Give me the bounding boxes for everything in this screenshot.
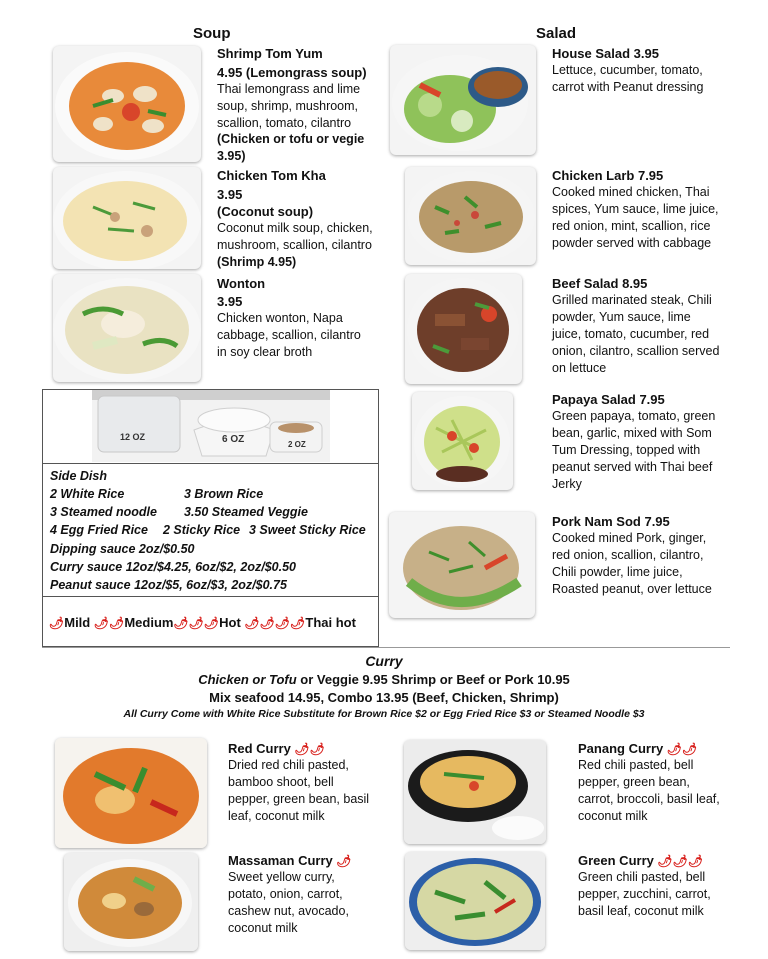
chili-icon: 🌶🌶 xyxy=(294,742,325,756)
side-line: 3 Brown Rice xyxy=(184,487,264,501)
side-line: 2 Sticky Rice xyxy=(163,523,241,537)
soup-item-name: Wonton xyxy=(217,276,266,291)
side-line: Curry sauce 12oz/$4.25, 6oz/$2, 2oz/$0.50 xyxy=(50,560,296,574)
chili-icon: 🌶🌶 xyxy=(93,616,125,630)
side-dish-title: Side Dish xyxy=(50,469,107,483)
salad-item-desc: Green papaya, tomato, green bean, garlic, mixed with Som Tum Dressing, topped with peanut served with Thai beef Jerky xyxy=(552,409,716,491)
shrimp-tom-yum-photo xyxy=(53,46,201,162)
chili-icon: 🌶🌶 xyxy=(666,742,698,756)
pork-nam-sod-photo xyxy=(389,512,535,618)
curry-name: Green Curry xyxy=(578,853,654,868)
chili-icon: 🌶🌶🌶 xyxy=(173,616,220,630)
soup-item-extra: (Chicken or tofu or vegie 3.95) xyxy=(217,132,365,163)
curry-item-desc: Green chili pasted, bell pepper, zucchini, carrot, basil leaf, coconut milk xyxy=(578,870,711,918)
soup-item-extra: (Shrimp 4.95) xyxy=(217,255,297,269)
salad-item-desc: Cooked mined Pork, ginger, red onion, scallion, cilantro, Chili powder, lime juice, Roasted peanut, over lettuce xyxy=(552,531,712,596)
soup-heading: Soup xyxy=(193,25,231,42)
spice-medium: Medium xyxy=(124,615,174,630)
container-label-12oz: 12 OZ xyxy=(120,432,146,442)
container-label-6oz: 6 OZ xyxy=(222,434,245,445)
curry-price-line2: Mix seafood 14.95, Combo 13.95 (Beef, Chicken, Shrimp) xyxy=(209,690,559,705)
side-line: 3 Steamed noodle xyxy=(50,505,157,519)
beef-salad-photo xyxy=(405,274,522,384)
curry-item-name xyxy=(228,740,325,758)
curry-item-name xyxy=(228,852,352,870)
curry-item-desc: Sweet yellow curry, potato, onion, carrot, cashew nut, avocado, coconut milk xyxy=(228,870,349,935)
containers-photo xyxy=(92,390,330,462)
soup-item-desc: Chicken wonton, Napa cabbage, scallion, cilantro in soy clear broth xyxy=(217,311,361,359)
soup-item-name: Shrimp Tom Yum xyxy=(217,46,323,61)
salad-item-name: Pork Nam Sod 7.95 xyxy=(552,514,670,529)
salad-item-name: Papaya Salad 7.95 xyxy=(552,392,665,407)
curry-price-rest: or Veggie 9.95 Shrimp or Beef or Pork 10.95 xyxy=(296,672,570,687)
salad-item-desc: Cooked mined chicken, Thai spices, Yum sauce, lime juice, red onion, mint, scallion, rice powder served with cabbage xyxy=(552,185,719,250)
soup-item-sub: 3.95 xyxy=(217,294,243,309)
side-line: 3 Sweet Sticky Rice xyxy=(249,523,366,537)
papaya-salad-photo xyxy=(412,392,513,490)
curry-heading: Curry xyxy=(365,653,403,669)
curry-price-italic: Chicken or Tofu xyxy=(198,672,297,687)
soup-item-desc-text: Coconut milk soup, chicken, mushroom, scallion, cilantro xyxy=(217,221,373,252)
soup-item-desc xyxy=(217,220,379,271)
salad-item-name: Chicken Larb 7.95 xyxy=(552,168,664,183)
salad-item-desc: Lettuce, cucumber, tomato, carrot with Peanut dressing xyxy=(552,63,704,94)
chicken-tom-kha-photo xyxy=(53,167,201,269)
container-label-2oz: 2 OZ xyxy=(288,440,306,449)
salad-item-name: House Salad 3.95 xyxy=(552,46,659,61)
spice-mild: Mild xyxy=(64,615,91,630)
green-curry-photo xyxy=(405,852,545,950)
spice-thai-hot: Thai hot xyxy=(305,615,356,630)
curry-name: Red Curry xyxy=(228,741,291,756)
soup-item-sub: 3.95 xyxy=(217,187,243,202)
curry-divider xyxy=(42,647,730,648)
soup-item-name: Chicken Tom Kha xyxy=(217,168,326,183)
curry-note: All Curry Come with White Rice Substitute for Brown Rice $2 or Egg Fried Rice $3 or Steamed Noodle $3 xyxy=(123,708,645,720)
salad-heading: Salad xyxy=(536,25,577,42)
curry-item-desc: Dried red chili pasted, bamboo shoot, bell pepper, green bean, basil leaf, coconut milk xyxy=(228,758,370,823)
curry-price-line xyxy=(0,672,768,687)
chicken-larb-photo xyxy=(405,167,536,265)
soup-item-sub2: (Coconut soup) xyxy=(217,204,314,219)
curry-item-desc: Red chili pasted, bell pepper, green bean, carrot, broccoli, basil leaf, coconut milk xyxy=(578,758,720,823)
chili-icon: 🌶🌶🌶🌶 xyxy=(244,616,306,630)
house-salad-photo xyxy=(390,45,536,155)
side-line: 2 White Rice xyxy=(50,487,125,501)
salad-item-name: Beef Salad 8.95 xyxy=(552,276,648,291)
panang-curry-photo xyxy=(404,740,546,844)
massaman-curry-photo xyxy=(64,853,198,951)
salad-item-desc: Grilled marinated steak, Chili powder, Yum sauce, lime juice, tomato, cucumber, red onion, cilantro, scallion served on lettuce xyxy=(552,293,720,375)
soup-item-sub: 4.95 (Lemongrass soup) xyxy=(217,65,367,80)
side-line: 3.50 Steamed Veggie xyxy=(184,505,308,519)
soup-item-desc: Thai lemongrass and lime soup, shrimp, mushroom, scallion, tomato, cilantro xyxy=(217,82,361,130)
chili-icon: 🌶🌶🌶 xyxy=(657,854,704,868)
curry-item-name xyxy=(578,852,703,870)
side-line: Peanut sauce 12oz/$5, 6oz/$3, 2oz/$0.75 xyxy=(50,578,287,592)
side-divider-bottom xyxy=(42,596,379,597)
side-divider-top xyxy=(42,463,379,464)
red-curry-photo xyxy=(55,738,207,848)
curry-name: Panang Curry xyxy=(578,741,664,756)
curry-name: Massaman Curry xyxy=(228,853,333,868)
chili-icon: 🌶 xyxy=(49,616,65,630)
side-line: Dipping sauce 2oz/$0.50 xyxy=(50,542,195,556)
wonton-photo xyxy=(53,274,201,382)
curry-item-name xyxy=(578,740,697,758)
spice-hot: Hot xyxy=(219,615,241,630)
chili-icon: 🌶 xyxy=(336,854,352,868)
spice-legend xyxy=(49,615,356,630)
side-line: 4 Egg Fried Rice xyxy=(50,523,148,537)
